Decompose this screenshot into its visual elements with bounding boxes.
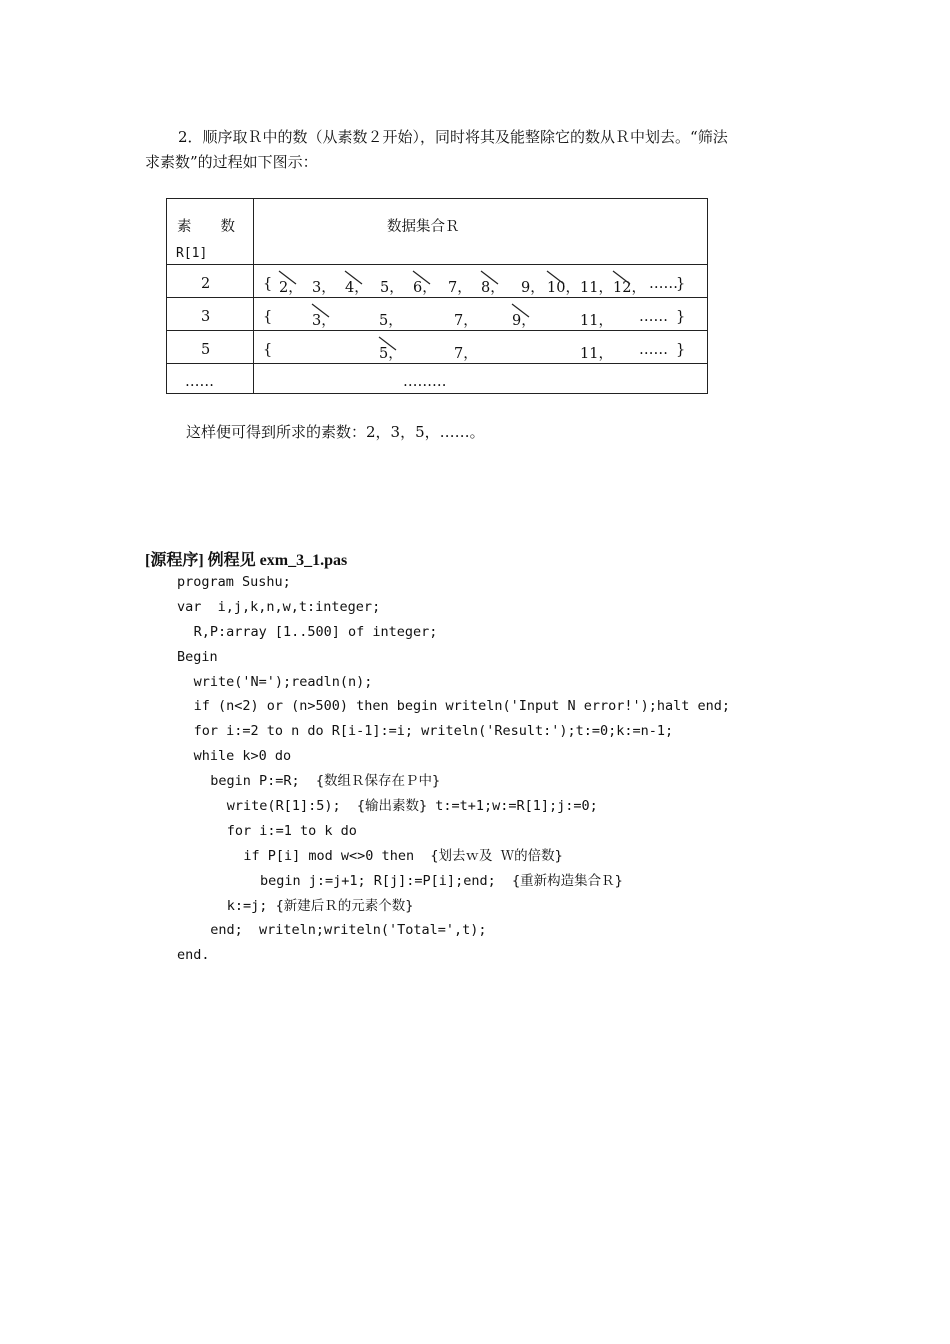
set-element: 12，	[613, 280, 646, 296]
set-element: 7，	[454, 346, 478, 362]
code-line: write(R[1]:5); {输出素数} t:=t+1;w:=R[1];j:=0;	[226, 798, 598, 815]
set-element: 7，	[448, 280, 472, 296]
code-line: end; writeln;writeln('Total=',t);	[210, 922, 487, 939]
set-element: 7，	[454, 313, 478, 329]
code-line: while k>0 do	[193, 748, 292, 765]
set-element: 9，	[521, 280, 545, 296]
code-line: begin P:=R; {数组Ｒ保存在Ｐ中}	[210, 773, 441, 790]
set-element: ……	[639, 309, 668, 325]
set-element: 11，	[580, 313, 613, 329]
strike-mark	[547, 271, 564, 284]
brace-close: }	[676, 342, 686, 358]
code-line: k:=j; {新建后Ｒ的元素个数}	[226, 897, 414, 914]
code-line: for i:=2 to n do R[i-1]:=i; writeln('Result:');t:=0;k:=n-1;	[193, 723, 674, 740]
result-paragraph: 这样便可得到所求的素数：2，3，5，……。	[186, 423, 485, 441]
strike-mark	[379, 337, 396, 350]
code-line: R,P:array [1..500] of integer;	[193, 623, 438, 640]
set-element: 5，	[379, 346, 403, 362]
sieve-table	[166, 198, 708, 394]
set-element: 6，	[413, 280, 437, 296]
set-element: ……	[639, 342, 668, 358]
code-line: begin j:=j+1; R[j]:=P[i];end; {重新构造集合Ｒ}	[260, 872, 623, 889]
header-set-label: 数据集合Ｒ	[387, 219, 460, 235]
code-line: write('N=');readln(n);	[193, 673, 373, 690]
prime-value: 2	[201, 276, 211, 292]
brace-open: {	[263, 276, 273, 292]
strike-mark	[512, 304, 529, 317]
intro-paragraph	[145, 125, 810, 175]
code-line: if (n<2) or (n>500) then begin writeln('Input N error!');halt end;	[193, 698, 731, 715]
brace-open: {	[263, 342, 273, 358]
strike-mark	[481, 271, 498, 284]
code-line: var i,j,k,n,w,t:integer;	[177, 598, 381, 615]
strike-mark	[312, 304, 329, 317]
set-element: 5，	[380, 280, 404, 296]
last-row-ellipsis: ……	[185, 374, 214, 390]
strike-marks	[167, 199, 709, 395]
code-line: Begin	[177, 648, 218, 665]
intro-line-2: 求素数”的过程如下图示：	[145, 153, 318, 171]
set-element: 3，	[312, 280, 336, 296]
last-row-set-ellipsis: ………	[403, 374, 447, 390]
set-element: 11，	[580, 346, 613, 362]
brace-close: }	[676, 276, 686, 292]
set-element: 10，	[547, 280, 580, 296]
code-line: for i:=1 to k do	[226, 822, 357, 839]
source-heading: [源程序] 例程见 exm_3_1.pas	[145, 552, 348, 569]
set-element: 2，	[279, 280, 303, 296]
set-element: 9，	[512, 313, 536, 329]
brace-open: {	[263, 309, 273, 325]
code-block	[177, 570, 730, 968]
strike-mark	[613, 271, 630, 284]
strike-mark	[345, 271, 362, 284]
set-element: 5，	[379, 313, 403, 329]
brace-close: }	[676, 309, 686, 325]
code-line: end.	[177, 947, 210, 964]
prime-value: 3	[201, 309, 211, 325]
header-r1-label: R[1]	[176, 246, 208, 261]
set-element: 3，	[312, 313, 336, 329]
set-element: 8，	[481, 280, 505, 296]
set-element: 4，	[345, 280, 369, 296]
prime-value: 5	[201, 342, 211, 358]
set-element: 11，	[580, 280, 613, 296]
strike-mark	[413, 271, 430, 284]
strike-mark	[279, 271, 296, 284]
code-line: program Sushu;	[177, 574, 291, 590]
code-line: if P[i] mod w<>0 then {划去ｗ及 Ｗ的倍数}	[243, 847, 563, 864]
intro-line-1: 2．顺序取Ｒ中的数（从素数２开始），同时将其及能整除它的数从Ｒ中划去。“筛法	[178, 128, 728, 146]
header-prime-label: 素 数	[177, 219, 235, 235]
set-element: ……	[649, 276, 678, 292]
